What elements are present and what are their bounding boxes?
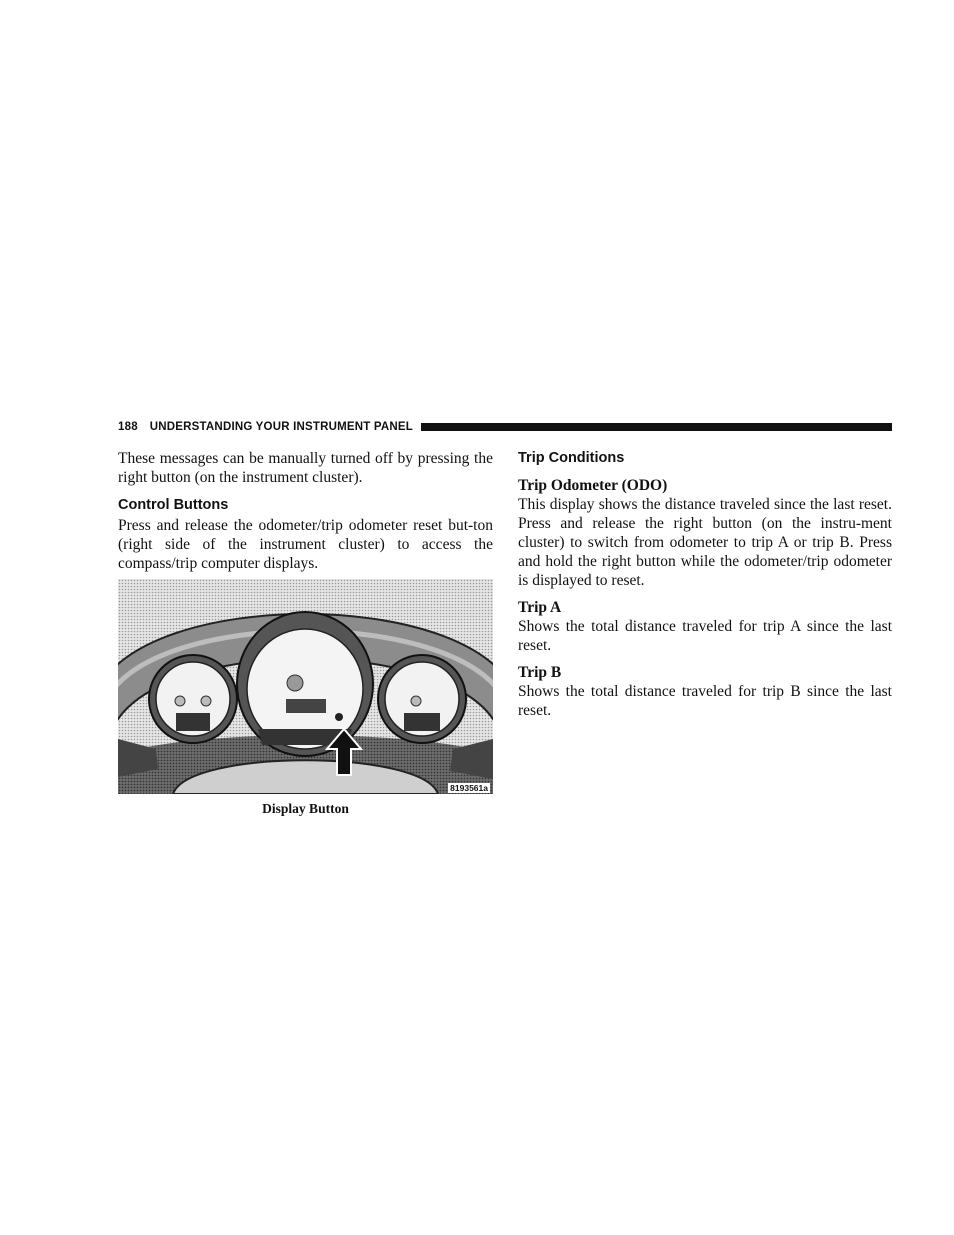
trip-b-paragraph: Shows the total distance traveled for trip B since the last reset. <box>518 683 892 719</box>
trip-conditions-heading: Trip Conditions <box>518 450 625 466</box>
trip-b-heading: Trip B <box>518 664 562 681</box>
page-header <box>118 419 892 435</box>
trip-odometer-heading: Trip Odometer (ODO) <box>518 477 668 494</box>
instrument-cluster-illustration <box>118 579 493 794</box>
trip-odometer-paragraph: This display shows the distance traveled since the last reset. Press and release the right button (on the instru-ment cluster) to switch from odometer to trip A or trip B. Press and hold the right button while the odometer/trip odometer is displayed to reset. <box>518 496 892 589</box>
header-rule <box>421 423 892 431</box>
page-number: 188 <box>118 421 138 433</box>
intro-paragraph: These messages can be manually turned off by pressing the right button (on the instrument cluster). <box>118 450 493 486</box>
figure-caption: Display Button <box>262 801 349 816</box>
section-title: UNDERSTANDING YOUR INSTRUMENT PANEL <box>149 421 413 433</box>
right-column <box>518 449 892 720</box>
control-buttons-paragraph: Press and release the odometer/trip odometer reset but-ton (right side of the instrument cluster) to access the compass/trip computer displays. <box>118 517 493 572</box>
instrument-cluster-figure <box>118 579 493 794</box>
trip-a-heading: Trip A <box>518 599 562 616</box>
figure-code: 8193561a <box>450 783 488 793</box>
trip-a-paragraph: Shows the total distance traveled for trip A since the last reset. <box>518 618 892 654</box>
control-buttons-heading: Control Buttons <box>118 497 229 513</box>
left-column <box>118 449 493 817</box>
